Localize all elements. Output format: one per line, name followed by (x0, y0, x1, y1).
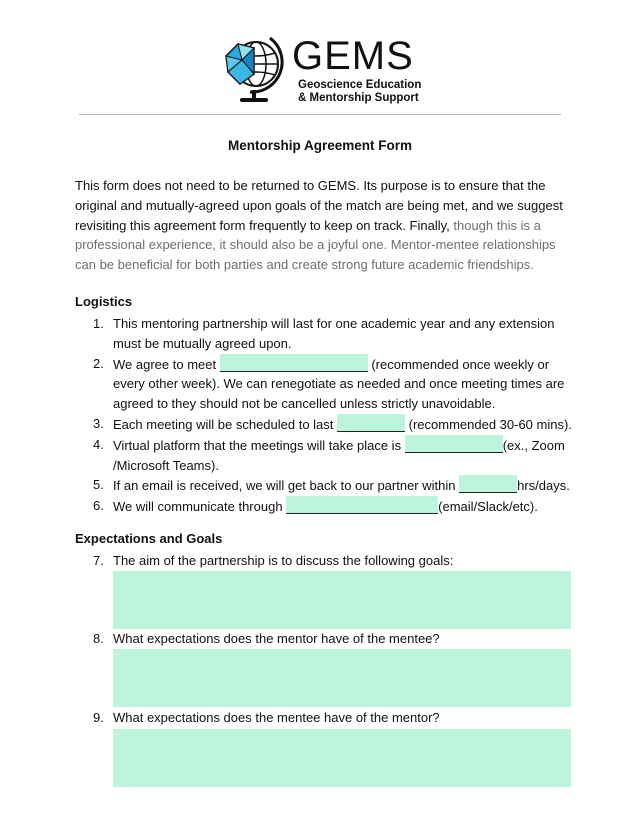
list-item (75, 629, 575, 649)
intro-text: This form does not need to be returned to GEMS. Its purpose is to ensure that the original and mutually-agreed upon goals of the match are being met, and we suggest revisiting this agreement form frequently to keep on track. Finally, (75, 178, 563, 233)
item-text: (recommended once weekly or every other week). We can renegotiate as needed and once meeting times are agreed to they should not be cancelled unless strictly unavoidable. (113, 356, 565, 412)
response-time-field[interactable] (459, 475, 517, 493)
item-text: This mentoring partnership will last for one academic year and any extension must be mutually agreed upon. (113, 316, 555, 351)
item-text: (email/Slack/etc). (438, 499, 538, 515)
section-heading-expectations: Expectations and Goals (75, 531, 223, 546)
expectations-list-9 (75, 708, 575, 728)
item-number: 3. (93, 415, 104, 431)
globe-gem-icon (224, 34, 288, 104)
item-text: If an email is received, we will get back to our partner within (113, 478, 460, 494)
tagline-line-1: Geoscience Education (298, 79, 422, 91)
meeting-duration-field[interactable] (337, 414, 405, 432)
logistics-list (75, 314, 575, 517)
item-text: What expectations does the mentor have of the mentee? (113, 631, 440, 646)
communication-channel-field[interactable] (286, 496, 438, 514)
list-item (75, 314, 575, 354)
meeting-frequency-field[interactable] (220, 354, 368, 372)
form-title: Mentorship Agreement Form (227, 138, 413, 153)
list-item (75, 414, 575, 435)
section-heading-logistics: Logistics (75, 294, 133, 309)
list-item (75, 475, 575, 496)
gems-logo (224, 34, 424, 106)
item-number: 9. (93, 710, 104, 725)
item-text: We will communicate through (113, 499, 287, 515)
item-text: (ex., Zoom /Microsoft Teams). (113, 437, 565, 473)
item-number: 1. (93, 316, 104, 331)
item-text: Each meeting will be scheduled to last (113, 416, 338, 432)
item-number: 4. (93, 436, 104, 452)
mentor-expectations-answer-field[interactable] (113, 649, 571, 707)
item-text: What expectations does the mentee have of the mentor? (113, 710, 440, 725)
virtual-platform-field[interactable] (405, 435, 503, 453)
item-text: hrs/days. (517, 478, 570, 494)
list-item (75, 708, 575, 728)
list-item (75, 496, 575, 517)
brand-name: GEMS (292, 34, 414, 78)
item-text: The aim of the partnership is to discuss the following goals: (113, 553, 454, 568)
intro-text-muted: though this is a professional experience, it should also be a joyful one. Mentor-mentee relationships can be beneficial for both parties and create strong future academic friendships. (75, 217, 556, 273)
mentee-expectations-answer-field[interactable] (113, 729, 571, 787)
header-divider (79, 114, 561, 115)
item-number: 5. (93, 477, 104, 493)
list-item (75, 354, 575, 414)
item-number: 8. (93, 631, 104, 646)
item-number: 7. (93, 553, 104, 568)
item-text: We agree to meet (113, 356, 220, 372)
item-text: (recommended 30-60 mins). (405, 416, 572, 432)
brand-tagline (298, 79, 421, 105)
tagline-line-2: & Mentorship Support (298, 92, 419, 104)
goals-answer-field[interactable] (113, 571, 571, 629)
expectations-list-8 (75, 629, 575, 649)
list-item (75, 551, 575, 571)
item-number: 6. (93, 498, 104, 514)
item-number: 2. (93, 355, 104, 371)
intro-paragraph (75, 176, 567, 275)
expectations-list-7 (75, 551, 575, 571)
item-text: Virtual platform that the meetings will take place is (113, 437, 405, 453)
list-item (75, 435, 575, 476)
